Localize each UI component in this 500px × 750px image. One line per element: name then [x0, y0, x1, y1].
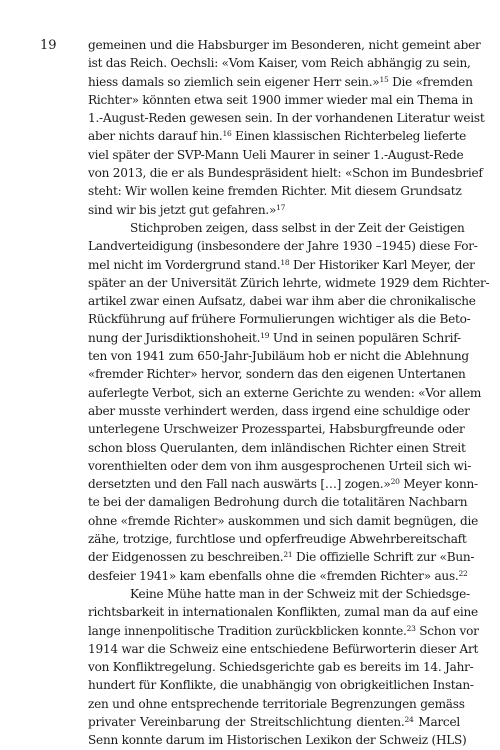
text-line	[88, 567, 468, 585]
footnote-marker: 19	[260, 330, 270, 340]
text-line	[88, 622, 479, 640]
text-segment: richtsbarkeit in internationalen Konflikten, zumal man da auf eine	[88, 605, 478, 620]
text-segment: gemeinen und die Habsburger im Besonderen, nicht gemeint aber	[88, 38, 481, 52]
text-line	[88, 731, 467, 749]
text-segment: nung der Jurisdiktionshoheit.	[88, 330, 261, 345]
text-segment: zen und ohne entsprechende territoriale Begrenzungen gemäss	[88, 696, 465, 711]
text-segment: Die «fremden	[388, 74, 473, 89]
text-segment: der Eidgenossen zu beschreiben.	[88, 550, 284, 565]
text-segment: Rückführung auf frühere Formulierungen wichtiger als die Beto-	[88, 312, 471, 327]
text-line	[88, 109, 485, 127]
text-segment: ohne «fremde Richter» auskommen und sich damit begnügen, die	[88, 513, 478, 528]
text-segment: Stichproben zeigen, dass selbst in der Zeit der Geistigen	[130, 220, 465, 235]
text-line	[88, 475, 478, 493]
text-segment: dersetzten und den Fall nach auswärts […] zogen.»	[88, 477, 391, 492]
text-line	[88, 237, 478, 255]
text-line	[88, 402, 470, 420]
text-segment: Schon vor	[415, 623, 479, 638]
text-line	[88, 530, 467, 548]
text-line	[88, 274, 490, 292]
text-segment: aber musste verhindert werden, dass irgend eine schuldige oder	[88, 403, 470, 418]
text-segment: von 2013, die er als Bundespräsident hielt: «Schon im Bundesbrief	[88, 166, 483, 181]
text-line	[88, 182, 460, 200]
text-line	[88, 439, 466, 457]
text-segment: te bei der damaligen Bedrohung durch die totalitären Nachbarn	[88, 495, 468, 510]
footnote-marker: 17	[276, 202, 286, 212]
text-segment: aber nichts darauf hin.	[88, 129, 223, 144]
text-segment: «fremder Richter» hervor, sondern das den eigenen Untertanen	[88, 367, 466, 382]
text-line	[88, 384, 482, 402]
text-line	[88, 219, 465, 237]
text-segment: Die offizielle Schrift zur «Bun-	[292, 550, 475, 565]
body-text	[88, 36, 490, 750]
text-segment: Richter» könnten etwa seit 1900 immer wieder mal ein Thema in	[88, 92, 473, 107]
text-segment: später an der Universität Zürich lehrte, widmete 1929 dem Richter-	[88, 275, 490, 290]
text-segment: Der Historiker Karl Meyer, der	[289, 257, 475, 272]
text-segment: Marcel	[413, 714, 460, 729]
text-segment: ist das Reich. Oechsli: «Vom Kaiser, vom Reich abhängig zu sein,	[88, 56, 471, 71]
text-segment: Landverteidigung (insbesondere der Jahre 1930 –1945) diese For-	[88, 239, 478, 254]
text-segment: unterlegene Urschweizer Prozesspartei, Habsburgfreunde oder	[88, 422, 465, 437]
text-line	[88, 365, 466, 383]
text-line	[88, 640, 479, 658]
text-segment: hundert für Konflikte, die unabhängig von obrigkeitlichen Instan-	[88, 678, 474, 693]
text-segment: 1914 war die Schweiz eine entschiedene Befürworterin dieser Art	[88, 641, 479, 656]
text-segment: von Konfliktregelung. Schiedsgerichte gab es bereits im 14. Jahr-	[88, 660, 474, 675]
text-line	[88, 457, 472, 475]
text-line	[88, 256, 475, 274]
text-segment: Einen klassischen Richterbeleg lieferte	[231, 129, 467, 144]
text-segment: Meyer konn-	[399, 477, 478, 492]
text-line	[88, 493, 468, 511]
text-line	[88, 91, 473, 109]
text-segment: sind wir bis jetzt gut gefahren.»	[88, 202, 277, 217]
footnote-marker: 16	[222, 129, 232, 139]
text-line	[88, 347, 469, 365]
text-segment: artikel zwar einen Aufsatz, dabei war ihm aber die chronikalische	[88, 294, 476, 309]
text-line	[88, 329, 460, 347]
text-line	[88, 585, 470, 603]
text-segment: desfeier 1941» kam ebenfalls ohne die «fremden Richter» aus.	[88, 568, 459, 583]
text-line	[88, 73, 473, 91]
text-segment: Keine Mühe hatte man in der Schweiz mit der Schiedsge-	[130, 586, 470, 601]
text-segment: zähe, trotzige, furchtlose und opferfreudige Abwehrbereitschaft	[88, 532, 467, 547]
text-line	[88, 548, 475, 566]
footnote-marker: 22	[458, 568, 468, 578]
footnote-marker: 20	[390, 477, 400, 487]
text-line	[88, 658, 474, 676]
text-line	[88, 695, 465, 713]
text-line	[88, 676, 474, 694]
footnote-marker: 23	[406, 623, 416, 633]
text-line	[88, 146, 464, 164]
footnote-marker: 18	[280, 257, 290, 267]
text-line	[88, 603, 478, 621]
text-segment: auferlegte Verbot, sich an externe Gerichte zu wenden: «Vor allem	[88, 385, 482, 400]
text-line	[88, 201, 460, 219]
text-segment: vorenthielten oder dem von ihm ausgesprochenen Urteil sich wi-	[88, 458, 472, 473]
footnote-marker: 21	[283, 550, 293, 560]
text-line	[88, 164, 483, 182]
text-segment: viel später der SVP-Mann Ueli Maurer in seiner 1.-August-Rede	[88, 147, 464, 162]
text-segment: lange innenpolitische Tradition zurückblicken konnte.	[88, 623, 407, 638]
footnote-marker: 15	[379, 74, 389, 84]
text-segment: hiess damals so ziemlich sein eigener Herr sein.»	[88, 74, 380, 89]
text-segment: schon bloss Querulanten, dem inländischen Richter einen Streit	[88, 440, 466, 455]
text-segment: privater Vereinbarung der Streitschlichtung dienten.	[88, 714, 405, 729]
page-number: 19	[40, 38, 57, 53]
text-line	[88, 292, 476, 310]
text-line	[88, 127, 467, 145]
text-segment: Senn konnte darum im Historischen Lexikon der Schweiz (HLS)	[88, 733, 467, 748]
text-segment: steht: Wir wollen keine fremden Richter. Mit diesem Grundsatz	[88, 184, 462, 199]
text-segment: mel nicht im Vordergrund stand.	[88, 257, 281, 272]
text-line	[88, 713, 460, 731]
text-segment: 1.-August-Reden gewesen sein. In der vorhandenen Literatur weist	[88, 111, 485, 126]
text-line	[88, 54, 471, 72]
text-line	[88, 310, 471, 328]
footnote-marker: 24	[404, 714, 414, 724]
text-line	[88, 512, 478, 530]
text-segment: Und in seinen populären Schrif-	[269, 330, 461, 345]
text-line	[88, 420, 465, 438]
text-line	[88, 36, 481, 54]
text-segment: ten von 1941 zum 650-Jahr-Jubiläum hob er nicht die Ablehnung	[88, 349, 469, 364]
